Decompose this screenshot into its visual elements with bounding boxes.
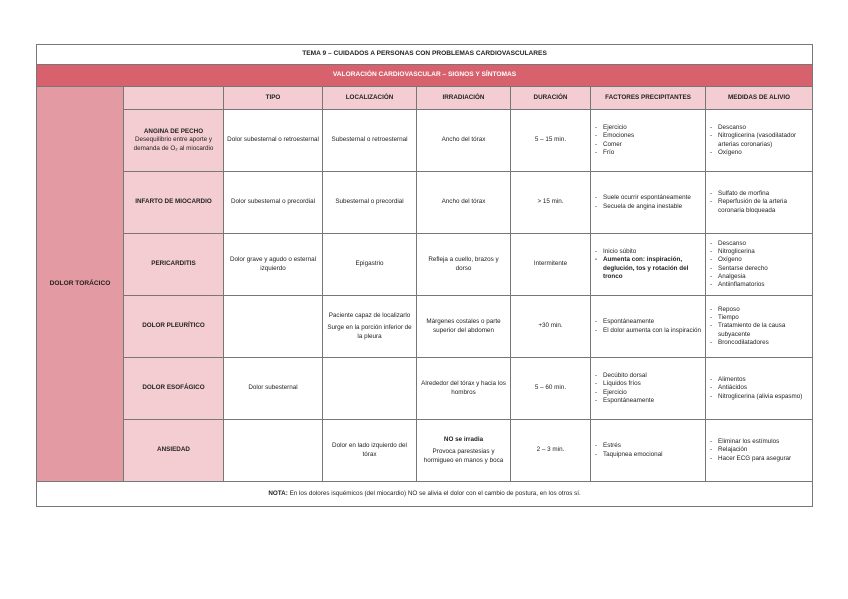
list-item: - Aumenta con: inspiración, deglución, tos y rotación del tronco [603,256,702,281]
list-item: - Sentarse derecho [718,265,809,273]
list-item: - Inicio súbito [603,248,702,256]
note-label: NOTA: [268,489,288,497]
cell-irradiacion [417,420,511,482]
row-name: INFARTO DE MIOCARDIO [135,198,212,206]
table-row [37,358,813,420]
cell-text: Paciente capaz de localizarlo [328,312,411,320]
list-item: - Antiácidos [718,384,809,392]
footnote [37,482,813,507]
list-item: - El dolor aumenta con la inspiración [603,327,702,335]
list-item: - Analgesia [718,273,809,281]
cell-factores [591,234,706,296]
list-item: - Hacer ECG para asegurar [718,455,809,463]
list-item: - Comer [603,141,702,149]
list-item: - Frío [603,149,702,157]
list-item: - Eliminar los estímulos [718,438,809,446]
list-item: - Ejercicio [603,124,702,132]
row-name-cell [124,296,224,358]
list-item: - Oxígeno [718,256,809,264]
cell-text: NO se irradia [443,436,484,444]
page-title: TEMA 9 – CUIDADOS A PERSONAS CON PROBLEMAS CARDIOVASCULARES [37,45,813,65]
list-item: - Broncodilatadores [718,339,809,347]
cell-tipo: Dolor subesternal o retroesternal [224,110,323,172]
cell-irradiacion: Refleja a cuello, brazos y dorso [417,234,511,296]
row-description: Desequilibrio entre aporte y demanda de O₂ al miocardio [133,136,214,152]
cell-tipo: Dolor grave y agudo o esternal izquierdo [224,234,323,296]
row-name: PERICARDITIS [151,260,196,268]
cell-medidas [706,234,813,296]
row-name: DOLOR PLEURÍTICO [142,322,205,330]
header-tipo: TIPO [224,87,323,110]
list-item: - Relajación [718,446,809,454]
side-label: DOLOR TORÁCICO [37,87,124,482]
row-name: ANSIEDAD [157,446,190,454]
list-item: - Sulfato de morfina [718,190,809,198]
list-item: - Taquipnea emocional [603,451,702,459]
cell-medidas [706,296,813,358]
section-subtitle: VALORACIÓN CARDIOVASCULAR – SIGNOS Y SÍNTOMAS [37,65,813,87]
list-item: - Tratamiento de la causa subyacente [718,322,809,338]
list-item: - Nitroglicerina (vasodilatador arterias coronarias) [718,132,809,148]
row-name-cell [124,110,224,172]
cell-localizacion [323,296,417,358]
list-item: - Reperfusión de la arteria coronaria bloqueada [718,198,809,214]
cell-tipo: Dolor subesternal [224,358,323,420]
note-text: En los dolores isquémicos (del miocardio) NO se alivia el dolor con el cambio de postura, en los otros sí. [289,489,581,497]
table-row [37,110,813,172]
cell-irradiacion: Márgenes costales o parte superior del abdomen [417,296,511,358]
cell-medidas [706,420,813,482]
list-item: - Espontáneamente [603,397,702,405]
row-name: ANGINA DE PECHO [143,128,204,136]
cell-tipo: Dolor subesternal o precordial [224,172,323,234]
cell-localizacion [323,358,417,420]
list-item: - Nitroglicerina [718,248,809,256]
cell-factores [591,110,706,172]
cell-localizacion: Dolor en lado izquierdo del tórax [323,420,417,482]
header-localizacion: LOCALIZACIÓN [323,87,417,110]
cell-duracion: > 15 min. [511,172,591,234]
header-medidas: MEDIDAS DE ALIVIO [706,87,813,110]
cell-tipo [224,296,323,358]
cell-medidas [706,172,813,234]
row-name: DOLOR ESOFÁGICO [142,384,205,392]
cardio-table [36,44,813,507]
cell-duracion: 2 – 3 min. [511,420,591,482]
cell-irradiacion: Alrededor del tórax y hacia los hombros [417,358,511,420]
row-name-cell [124,234,224,296]
list-item: - Descanso [718,124,809,132]
cell-localizacion: Subesternal o retroesternal [323,110,417,172]
list-item: - Nitroglicerina (alivia espasmo) [718,393,809,401]
table-row [37,420,813,482]
cell-factores [591,296,706,358]
cell-factores [591,420,706,482]
list-item: - Tiempo [718,314,809,322]
row-name-cell [124,358,224,420]
header-irradiacion: IRRADIACIÓN [417,87,511,110]
list-item: - Estrés [603,442,702,450]
list-item: - Secuela de angina inestable [603,203,702,211]
cell-irradiacion: Ancho del tórax [417,172,511,234]
table-row [37,234,813,296]
list-item: - Alimentos [718,376,809,384]
list-item: - Reposo [718,306,809,314]
header-duracion: DURACIÓN [511,87,591,110]
list-item: - Decúbito dorsal [603,372,702,380]
cell-localizacion: Subesternal o precordial [323,172,417,234]
list-item: - Oxígeno [718,149,809,157]
cell-medidas [706,358,813,420]
cell-tipo [224,420,323,482]
header-factores: FACTORES PRECIPITANTES [591,87,706,110]
row-name-cell [124,420,224,482]
cell-duracion: Intermitente [511,234,591,296]
cell-localizacion: Epigastrio [323,234,417,296]
cell-duracion: 5 – 15 min. [511,110,591,172]
cell-factores [591,172,706,234]
list-item: - Suele ocurrir espontáneamente [603,194,702,202]
list-item: - Emociones [603,132,702,140]
cell-duracion: +30 min. [511,296,591,358]
cell-text: Provoca parestesias y hormigueo en manos y boca [423,448,504,464]
cell-medidas [706,110,813,172]
cell-text: Surge en la porción inferior de la pleura [327,324,412,340]
list-item: - Líquidos fríos [603,380,702,388]
list-item: - Ejercicio [603,389,702,397]
table-row [37,296,813,358]
header-empty [124,87,224,110]
list-item: - Espontáneamente [603,318,702,326]
cell-irradiacion: Ancho del tórax [417,110,511,172]
cell-factores [591,358,706,420]
row-name-cell [124,172,224,234]
cell-duracion: 5 – 60 min. [511,358,591,420]
list-item: - Antiinflamatorios [718,281,809,289]
list-item: - Descanso [718,240,809,248]
table-row [37,172,813,234]
